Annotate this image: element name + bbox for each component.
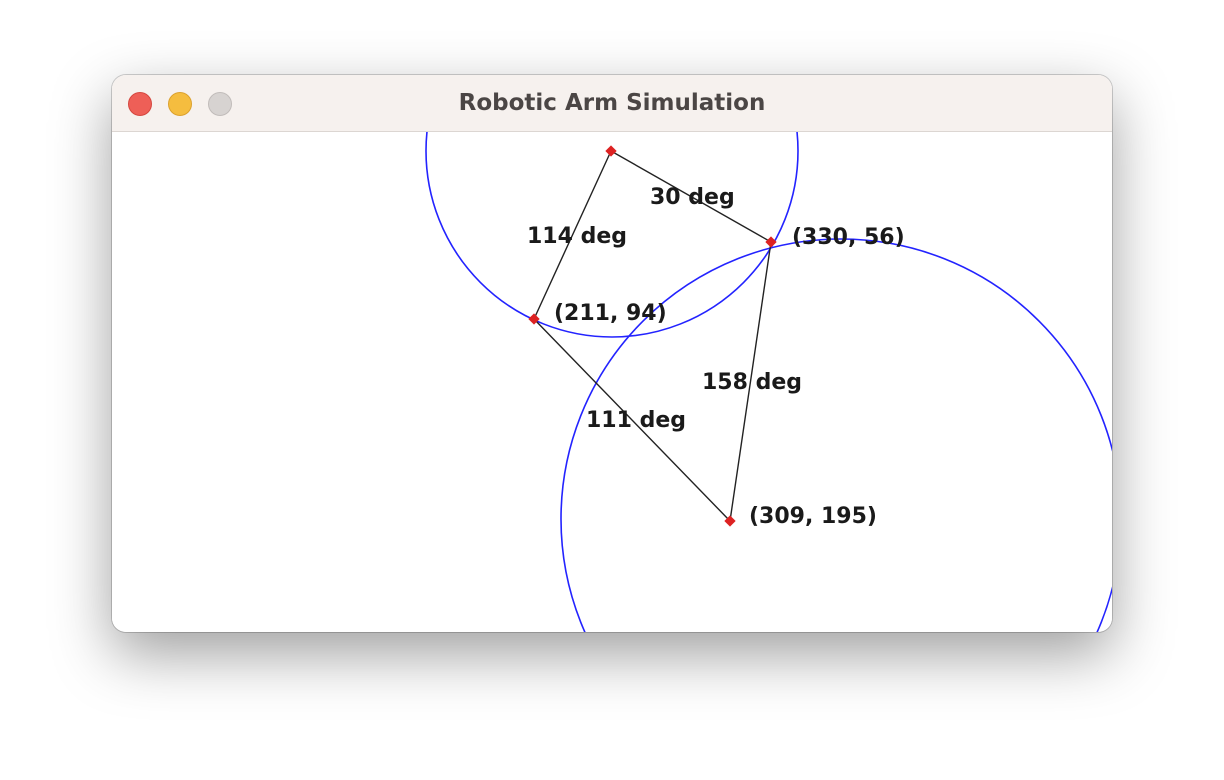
angle-label-158: 158 deg: [702, 370, 802, 395]
lower-circle: [561, 239, 1112, 632]
app-window: [112, 75, 1112, 632]
title-bar[interactable]: [112, 75, 1112, 132]
joint-j2-label: (330, 56): [792, 225, 905, 250]
angle-label-30: 30 deg: [650, 185, 735, 210]
angle-label-111: 111 deg: [586, 408, 686, 433]
joint-j3-label: (309, 195): [749, 504, 877, 529]
joint-top[interactable]: [605, 145, 616, 156]
joint-j2[interactable]: [765, 236, 776, 247]
joint-j1-label: (211, 94): [554, 301, 667, 326]
simulation-canvas[interactable]: [112, 132, 1112, 632]
window-title: Robotic Arm Simulation: [458, 90, 766, 116]
arm-drawing: [112, 132, 1112, 632]
angle-label-114: 114 deg: [527, 224, 627, 249]
